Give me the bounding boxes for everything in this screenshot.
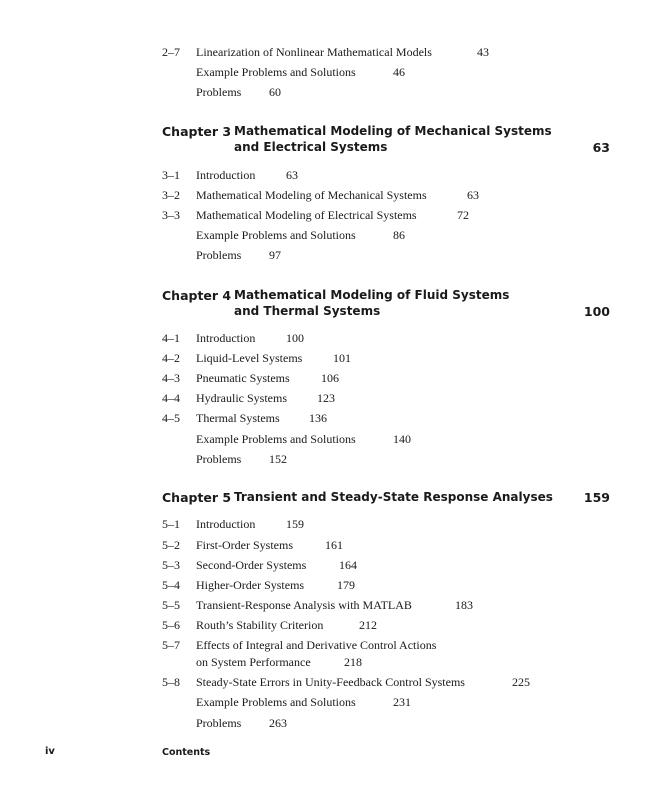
extra-page: 140 — [393, 432, 411, 446]
chapter-title: Mathematical Modeling of Fluid Systems — [234, 288, 510, 302]
extra-title: Example Problems and Solutions — [196, 695, 356, 709]
section-number: 5–3 — [162, 558, 180, 572]
section-page: 100 — [286, 331, 304, 345]
section-title: Introduction — [196, 168, 256, 182]
section-number: 5–5 — [162, 598, 180, 612]
section-page: 183 — [455, 598, 473, 612]
extra-title: Example Problems and Solutions — [196, 228, 356, 242]
extra-title: Problems — [196, 716, 242, 730]
section-page: 123 — [317, 391, 335, 405]
section-number: 4–3 — [162, 371, 180, 385]
section-title: Second-Order Systems — [196, 558, 307, 572]
section-page: 101 — [333, 351, 351, 365]
extra-title: Example Problems and Solutions — [196, 65, 356, 79]
section-title: Introduction — [196, 331, 256, 345]
section-number: 5–8 — [162, 675, 180, 689]
extra-page: 97 — [269, 248, 281, 262]
section-page: 225 — [512, 675, 530, 689]
section-page: 72 — [457, 208, 469, 222]
section-page: 43 — [477, 45, 489, 59]
section-title: Pneumatic Systems — [196, 371, 290, 385]
chapter-label: Chapter 3 — [162, 124, 232, 139]
page-number: iv — [45, 746, 55, 757]
section-number: 5–1 — [162, 517, 180, 531]
running-head: Contents — [162, 747, 211, 758]
section-number: 4–2 — [162, 351, 180, 365]
section-title: Mathematical Modeling of Mechanical Systems — [196, 188, 427, 202]
section-number: 5–6 — [162, 618, 180, 632]
chapter-page: 63 — [592, 140, 610, 155]
extra-page: 231 — [393, 695, 411, 709]
chapter-label: Chapter 5 — [162, 490, 232, 505]
section-title: Thermal Systems — [196, 411, 280, 425]
section-title: Hydraulic Systems — [196, 391, 287, 405]
extra-title: Example Problems and Solutions — [196, 432, 356, 446]
extra-page: 152 — [269, 452, 287, 466]
chapter-page: 100 — [583, 304, 610, 319]
section-page: 161 — [325, 538, 343, 552]
section-page: 212 — [359, 618, 377, 632]
section-number: 5–2 — [162, 538, 180, 552]
section-number: 4–1 — [162, 331, 180, 345]
section-page: 136 — [309, 411, 327, 425]
section-title: Transient-Response Analysis with MATLAB — [196, 598, 412, 612]
section-number: 3–2 — [162, 188, 180, 202]
section-page: 179 — [337, 578, 355, 592]
section-page: 106 — [321, 371, 339, 385]
section-number: 5–7 — [162, 638, 180, 652]
extra-page: 60 — [269, 85, 281, 99]
section-page: 63 — [467, 188, 479, 202]
section-title: Introduction — [196, 517, 256, 531]
chapter-title: Transient and Steady-State Response Analyses — [234, 490, 553, 504]
section-title: Routh’s Stability Criterion — [196, 618, 324, 632]
section-title: Effects of Integral and Derivative Control Actions — [196, 638, 437, 652]
section-title: First-Order Systems — [196, 538, 293, 552]
section-title: Higher-Order Systems — [196, 578, 305, 592]
extra-title: Problems — [196, 452, 242, 466]
chapter-page: 159 — [583, 490, 610, 505]
section-number: 3–1 — [162, 168, 180, 182]
extra-page: 86 — [393, 228, 405, 242]
section-title: Liquid-Level Systems — [196, 351, 303, 365]
chapter-title: Mathematical Modeling of Mechanical Systems — [234, 124, 552, 138]
section-page: 159 — [286, 517, 304, 531]
chapter-title-line2: and Thermal Systems — [234, 304, 381, 318]
section-page: 164 — [339, 558, 357, 572]
chapter-title-line2: and Electrical Systems — [234, 140, 388, 154]
chapter-label: Chapter 4 — [162, 288, 232, 303]
section-number: 4–4 — [162, 391, 180, 405]
section-page: 63 — [286, 168, 298, 182]
section-title: Linearization of Nonlinear Mathematical Models — [196, 45, 432, 59]
section-title: Mathematical Modeling of Electrical Systems — [196, 208, 417, 222]
extra-page: 263 — [269, 716, 287, 730]
section-number: 4–5 — [162, 411, 180, 425]
extra-title: Problems — [196, 248, 242, 262]
section-title-line2: on System Performance — [196, 655, 311, 669]
extra-title: Problems — [196, 85, 242, 99]
section-number: 5–4 — [162, 578, 180, 592]
section-title: Steady-State Errors in Unity-Feedback Control Systems — [196, 675, 465, 689]
section-number: 2–7 — [162, 45, 180, 59]
extra-page: 46 — [393, 65, 405, 79]
section-page: 218 — [344, 655, 362, 669]
section-number: 3–3 — [162, 208, 180, 222]
